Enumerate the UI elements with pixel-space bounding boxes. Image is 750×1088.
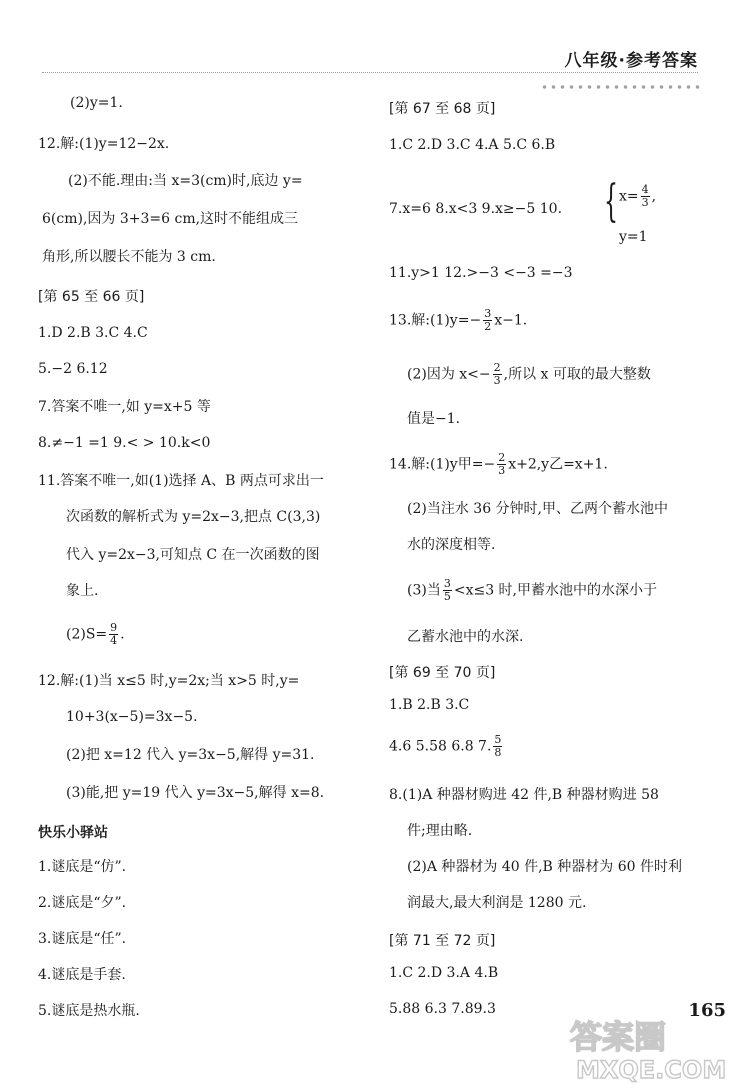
answer-line: 象上.: [66, 583, 99, 599]
text-fragment: <x≤3 时,甲蓄水池中的水深小于: [453, 582, 658, 599]
answer-line: 代入 y=2x−3,可知点 C 在一次函数的图: [66, 547, 320, 563]
answer-line: (2)y=1.: [70, 95, 123, 111]
answer-line: 7.答案不唯一,如 y=x+5 等: [38, 399, 211, 415]
numerator: 4: [641, 183, 649, 196]
answer-line: (2)不能.理由:当 x=3(cm)时,底边 y=: [68, 173, 303, 189]
header-divider: [42, 72, 698, 73]
denominator: 2: [484, 320, 492, 333]
answer-line: (3)能,把 y=19 代入 y=3x−5,解得 x=8.: [66, 785, 325, 801]
watermark-top-text: 答案圈: [570, 1018, 667, 1056]
section-heading: [第 71 至 72 页]: [389, 933, 496, 949]
answer-line: (2)把 x=12 代入 y=3x−5,解得 y=31.: [66, 747, 315, 763]
text-fragment: 14.解:(1)y甲=−: [389, 456, 496, 473]
numerator: 3: [443, 577, 451, 590]
answer-line-fraction: [66, 622, 125, 647]
answer-line: 乙蓄水池中的水深.: [407, 629, 524, 645]
fraction: [497, 452, 506, 477]
text-fragment: (2)因为 x<−: [407, 366, 491, 383]
riddle-answer: 5.谜底是热水瓶.: [38, 1003, 140, 1019]
answer-line: 1.C 2.D 3.C 4.A 5.C 6.B: [389, 137, 556, 153]
system-equation-bottom: y=1: [619, 229, 648, 245]
answer-line: 8.≠−1 =1 9.< > 10.k<0: [38, 435, 211, 451]
answer-line-fraction: [407, 578, 657, 603]
denominator: 3: [493, 374, 501, 387]
section-heading: 快乐小驿站: [38, 825, 108, 841]
answer-line: 角形,所以腰长不能为 3 cm.: [42, 249, 216, 265]
fraction: [109, 622, 118, 647]
fraction: [641, 184, 650, 209]
answer-line: 10+3(x−5)=3x−5.: [66, 709, 198, 725]
fraction: [493, 362, 502, 387]
answer-line: 11.y>1 12.>−3 <−3 =−3: [389, 265, 573, 281]
answer-line: 5.−2 6.12: [38, 361, 108, 377]
riddle-answer: 2.谜底是“夕”.: [38, 895, 127, 911]
text-fragment: ,: [651, 188, 657, 205]
answer-line: 件;理由略.: [407, 823, 473, 839]
answer-line: 6(cm),因为 3+3=6 cm,这时不能组成三: [42, 211, 299, 227]
fraction: [483, 308, 492, 333]
header-dot-decoration: [540, 82, 700, 92]
page-header-title: 八年级·参考答案: [564, 51, 698, 71]
answer-line: (2)当注水 36 分钟时,甲、乙两个蓄水池中: [407, 501, 668, 517]
numerator: 9: [110, 621, 118, 634]
answer-line: 水的深度相等.: [407, 537, 496, 553]
text-fragment: x+2,y乙=x+1.: [508, 456, 608, 473]
text-fragment: (3)当: [407, 582, 441, 599]
watermark-logo: [562, 1010, 732, 1084]
numerator: 5: [494, 733, 502, 746]
answer-line: 值是−1.: [407, 411, 461, 427]
text-fragment: ,所以 x 可取的最大整数: [503, 366, 651, 383]
riddle-answer: 3.谜底是“任”.: [38, 931, 127, 947]
text-fragment: 4.6 5.58 6.8 7.: [389, 738, 492, 755]
section-heading: [第 67 至 68 页]: [389, 101, 496, 117]
answer-line: 12.解:(1)y=12−2x.: [38, 136, 170, 152]
denominator: 4: [110, 634, 118, 647]
watermark-bottom-text: MXQE.COM: [576, 1056, 727, 1084]
answer-line: (2)A 种器材为 40 件,B 种器材为 60 件时利: [407, 859, 683, 875]
numerator: 2: [493, 361, 501, 374]
section-heading: [第 69 至 70 页]: [389, 665, 496, 681]
text-fragment: 13.解:(1)y=−: [389, 312, 482, 329]
answer-line-fraction: [389, 308, 527, 333]
denominator: 3: [641, 196, 649, 209]
answer-line-fraction: [407, 362, 651, 387]
system-equation-top: [619, 184, 656, 209]
riddle-answer: 1.谜底是“仿”.: [38, 859, 127, 875]
left-brace: {: [604, 176, 618, 227]
answer-line: 1.D 2.B 3.C 4.C: [38, 325, 148, 341]
numerator: 2: [498, 451, 506, 464]
fraction: [493, 734, 502, 759]
answer-line: 8.(1)A 种器材购进 42 件,B 种器材购进 58: [389, 787, 659, 803]
denominator: 3: [498, 464, 506, 477]
answer-line: 12.解:(1)当 x≤5 时,y=2x;当 x>5 时,y=: [38, 673, 300, 689]
denominator: 8: [494, 746, 502, 759]
answer-line: 7.x=6 8.x<3 9.x≥−5 10.: [389, 201, 563, 217]
text-fragment: x=: [619, 188, 639, 205]
answer-line: 润最大,最大利润是 1280 元.: [407, 895, 587, 911]
text-fragment: x−1.: [494, 312, 528, 329]
answer-line: 11.答案不唯一,如(1)选择 A、B 两点可求出一: [38, 473, 324, 489]
answer-line: 次函数的解析式为 y=2x−3,把点 C(3,3): [66, 509, 321, 525]
answer-line: 1.B 2.B 3.C: [389, 697, 470, 713]
answer-line-fraction: [389, 452, 608, 477]
denominator: 5: [443, 590, 451, 603]
answer-line: 5.88 6.3 7.89.3: [389, 1001, 496, 1017]
fraction: [443, 578, 452, 603]
answer-line: 1.C 2.D 3.A 4.B: [389, 965, 499, 981]
riddle-answer: 4.谜底是手套.: [38, 967, 126, 983]
text-fragment: .: [120, 626, 125, 643]
numerator: 3: [484, 307, 492, 320]
section-heading: [第 65 至 66 页]: [38, 289, 145, 305]
answer-line-fraction: [389, 734, 504, 759]
page-number: 165: [688, 1000, 726, 1021]
text-fragment: (2)S=: [66, 626, 108, 643]
